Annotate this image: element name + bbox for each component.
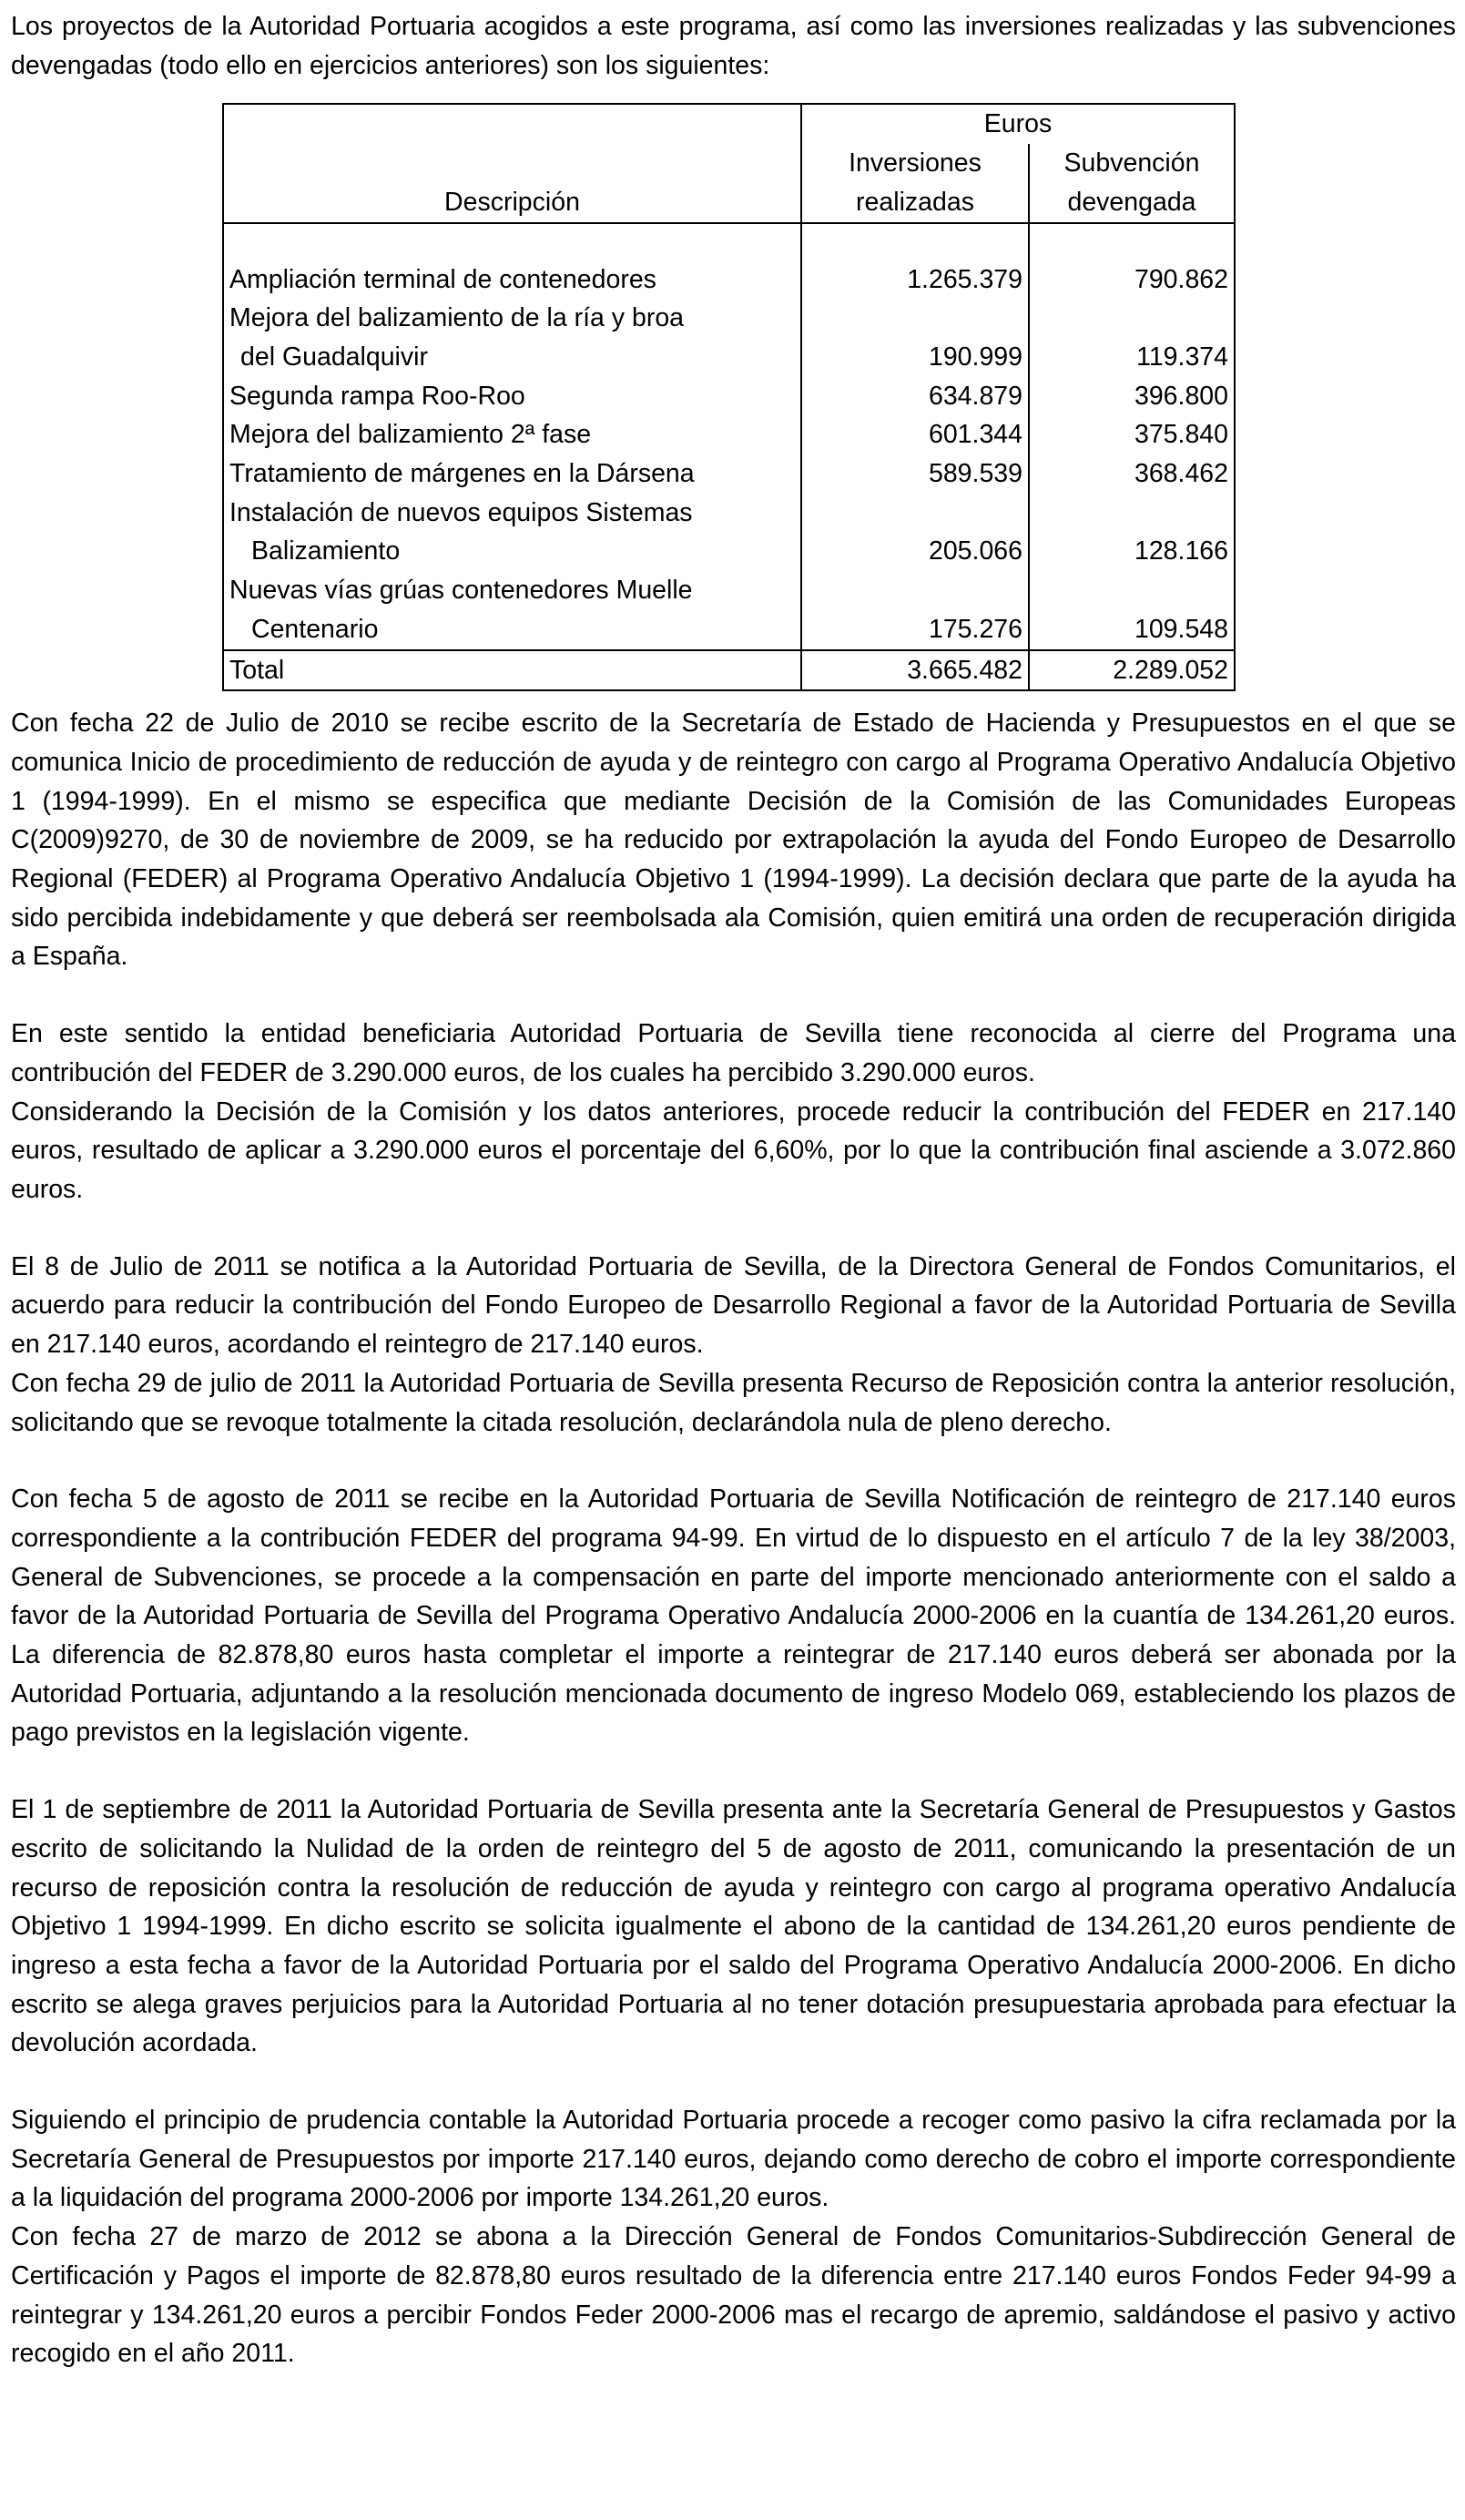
body-paragraph: Con fecha 5 de agosto de 2011 se recibe en la Autoridad Portuaria de Sevilla Notificación de reintegro de 217.140 euros correspondiente a la contribución FEDER del programa 94-99. En virtud de lo dispuesto en el artículo 7 de la ley 38/2003, General de Subvenciones, se procede a la compensación en parte del importe mencionado anteriormente con el saldo a favor de la Autoridad Portuaria de Sevilla del Programa Operativo Andalucía 2000-2006 en la cuantía de 134.261,20 euros. La diferencia de 82.878,80 euros hasta completar el importe a reintegrar de 217.140 euros deberá ser abonada por la Autoridad Portuaria, adjuntando a la resolución mencionada documento de ingreso Modelo 069, estableciendo los plazos de pago previstos en la legislación vigente.: [11, 1484, 1456, 1748]
total-subsidy: 2.289.052: [1029, 650, 1235, 691]
body-paragraph: Con fecha 29 de julio de 2011 la Autoridad Portuaria de Sevilla presenta Recurso de Reposición contra la anterior resolución, solicitando que se revoque totalmente la citada resolución, declarándola nula de pleno derecho.: [11, 1368, 1456, 1437]
paragraph-gap: [11, 2063, 1456, 2101]
header-euros: Euros: [801, 104, 1235, 144]
header-description: Descripción: [223, 104, 801, 222]
row-subsidy-value: 128.166: [1029, 494, 1235, 571]
row-description: Ampliación terminal de contenedores: [223, 260, 801, 300]
row-investment-value: 589.539: [801, 454, 1029, 494]
row-subsidy-value: 396.800: [1029, 377, 1235, 416]
total-investment: 3.665.482: [801, 650, 1029, 691]
row-subsidy-value: 368.462: [1029, 454, 1235, 494]
investments-table-wrapper: [222, 103, 1456, 691]
row-investment-value: 205.066: [801, 494, 1029, 571]
table-row: [223, 415, 1235, 454]
row-description: Tratamiento de márgenes en la Dársena: [223, 454, 801, 494]
row-description: Mejora del balizamiento 2ª fase: [223, 415, 801, 454]
body-paragraphs: [11, 704, 1456, 2373]
table-row: [223, 571, 1235, 649]
table-row: [223, 299, 1235, 376]
row-investment-value: 601.344: [801, 415, 1029, 454]
row-subsidy-value: 375.840: [1029, 415, 1235, 454]
row-description: Instalación de nuevos equipos Sistemas Balizamiento: [223, 494, 801, 571]
body-paragraph: El 8 de Julio de 2011 se notifica a la Autoridad Portuaria de Sevilla, de la Directora General de Fondos Comunitarios, el acuerdo para reducir la contribución del Fondo Europeo de Desarrollo Regional a favor de la Autoridad Portuaria de Sevilla en 217.140 euros, acordando el reintegro de 217.140 euros.: [11, 1251, 1456, 1360]
row-investment-value: 190.999: [801, 299, 1029, 376]
table-total-row: [223, 650, 1235, 691]
table-row: [223, 454, 1235, 494]
paragraph-gap: [11, 976, 1456, 1015]
body-paragraph: El 1 de septiembre de 2011 la Autoridad Portuaria de Sevilla presenta ante la Secretaría General de Presupuestos y Gastos escrito de solicitando la Nulidad de la orden de reintegro del 5 de agosto de 2011, comunicando la presentación de un recurso de reposición contra la resolución de reducción de ayuda y reintegro con cargo al programa operativo Andalucía Objetivo 1 1994-1999. En dicho escrito se solicita igualmente el abono de la cantidad de 134.261,20 euros pendiente de ingreso a esta fecha a favor de la Autoridad Portuaria por el saldo del Programa Operativo Andalucía 2000-2006. En dicho escrito se alega graves perjuicios para la Autoridad Portuaria al no tener dotación presupuestaria aprobada para efectuar la devolución acordada.: [11, 1795, 1456, 2058]
investments-table: [222, 103, 1236, 691]
table-spacer-row: [223, 223, 1235, 260]
total-label: Total: [223, 650, 801, 691]
body-paragraph: Con fecha 22 de Julio de 2010 se recibe escrito de la Secretaría de Estado de Hacienda y Presupuestos en el que se comunica Inicio de procedimiento de reducción de ayuda y de reintegro con cargo al Programa Operativo Andalucía Objetivo 1 (1994-1999). En el mismo se especifica que mediante Decisión de la Comisión de las Comunidades Europeas C(2009)9270, de 30 de noviembre de 2009, se ha reducido por extrapolación la ayuda del Fondo Europeo de Desarrollo Regional (FEDER) al Programa Operativo Andalucía Objetivo 1 (1994-1999). La decisión declara que parte de la ayuda ha sido percibida indebidamente y que deberá ser reembolsada ala Comisión, quien emitirá una orden de recuperación dirigida a España.: [11, 709, 1456, 972]
row-description: Segunda rampa Roo-Roo: [223, 377, 801, 416]
header-investments: Inversiones realizadas: [801, 144, 1029, 222]
row-subsidy-value: 790.862: [1029, 260, 1235, 300]
row-subsidy-value: 109.548: [1029, 571, 1235, 649]
paragraph-gap: [11, 1209, 1456, 1248]
body-paragraph: En este sentido la entidad beneficiaria Autoridad Portuaria de Sevilla tiene reconocida al cierre del Programa una contribución del FEDER de 3.290.000 euros, de los cuales ha percibido 3.290.000 euros.: [11, 1019, 1456, 1087]
table-row: [223, 494, 1235, 571]
row-investment-value: 634.879: [801, 377, 1029, 416]
paragraph-gap: [11, 1752, 1456, 1791]
row-description: Mejora del balizamiento de la ría y broa del Guadalquivir: [223, 299, 801, 376]
paragraph-gap: [11, 1442, 1456, 1480]
intro-paragraph: Los proyectos de la Autoridad Portuaria acogidos a este programa, así como las inversiones realizadas y las subvenciones devengadas (todo ello en ejercicios anteriores) son los siguientes:: [11, 12, 1456, 80]
table-row: [223, 377, 1235, 416]
table-row: [223, 260, 1235, 300]
row-investment-value: 1.265.379: [801, 260, 1029, 300]
row-subsidy-value: 119.374: [1029, 299, 1235, 376]
body-paragraph: Considerando la Decisión de la Comisión y los datos anteriores, procede reducir la contribución del FEDER en 217.140 euros, resultado de aplicar a 3.290.000 euros el porcentaje del 6,60%, por lo que la contribución final asciende a 3.072.860 euros.: [11, 1097, 1456, 1204]
body-paragraph: Siguiendo el principio de prudencia contable la Autoridad Portuaria procede a recoger como pasivo la cifra reclamada por la Secretaría General de Presupuestos por importe 217.140 euros, dejando como derecho de cobro el importe correspondiente a la liquidación del programa 2000-2006 por importe 134.261,20 euros.: [11, 2106, 1456, 2213]
header-subsidy: Subvención devengada: [1029, 144, 1235, 222]
row-investment-value: 175.276: [801, 571, 1029, 649]
row-description: Nuevas vías grúas contenedores Muelle Centenario: [223, 571, 801, 649]
body-paragraph: Con fecha 27 de marzo de 2012 se abona a la Dirección General de Fondos Comunitarios-Subdirección General de Certificación y Pagos el importe de 82.878,80 euros resultado de la diferencia entre 217.140 euros Fondos Feder 94-99 a reintegrar y 134.261,20 euros a percibir Fondos Feder 2000-2006 mas el recargo de apremio, saldándose el pasivo y activo recogido en el año 2011.: [11, 2222, 1456, 2369]
